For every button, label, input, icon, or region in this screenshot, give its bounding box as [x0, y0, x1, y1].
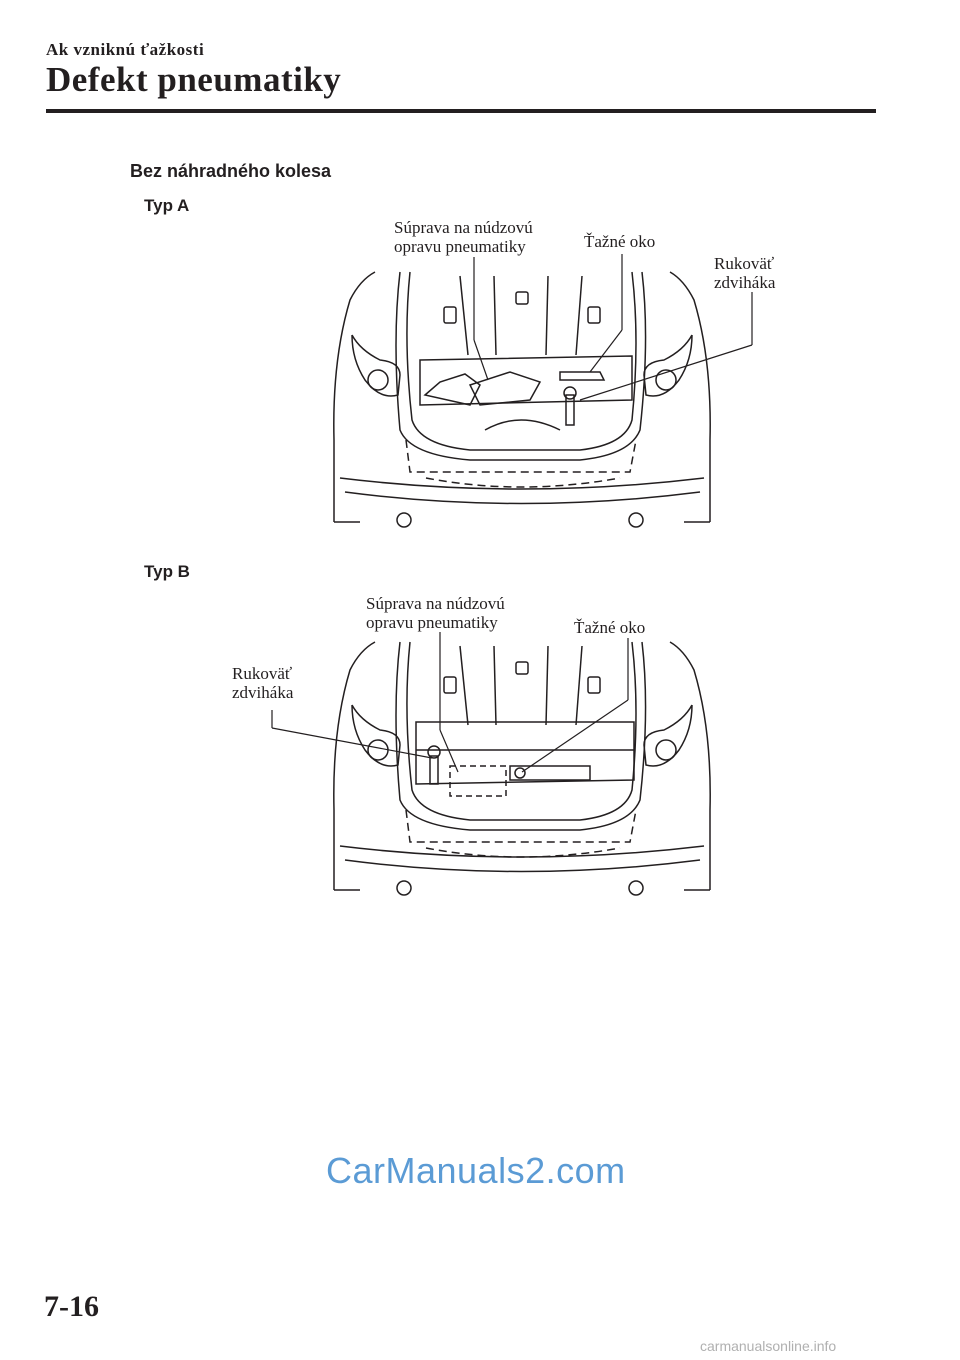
type-a-jack-line2: zdviháka	[714, 273, 776, 292]
page-number: 7-16	[44, 1290, 99, 1323]
watermark: CarManuals2.com	[326, 1150, 626, 1191]
type-b-label: Typ B	[144, 562, 190, 581]
type-a-car-drawing	[334, 272, 710, 527]
type-a-figure	[0, 0, 960, 560]
type-a-kit-line1: Súprava na núdzovú	[394, 218, 533, 237]
type-b-figure	[0, 560, 960, 920]
type-a-label: Typ A	[144, 196, 190, 215]
type-b-kit-line1: Súprava na núdzovú	[366, 594, 505, 613]
type-a-jack-line1: Rukoväť	[714, 254, 775, 273]
type-a-kit-line2: opravu pneumatiky	[394, 237, 526, 256]
type-b-leader-lines	[272, 632, 628, 772]
footer-site-link[interactable]: carmanualsonline.info	[700, 1338, 837, 1354]
type-b-jack-line2: zdviháka	[232, 683, 294, 702]
type-b-kit-line2: opravu pneumatiky	[366, 613, 498, 632]
type-b-jack-line1: Rukoväť	[232, 664, 293, 683]
subheading: Bez náhradného kolesa	[130, 161, 332, 181]
type-a-tow-eye-callout: Ťažné oko	[584, 232, 656, 251]
type-b-tow-eye-callout: Ťažné oko	[574, 618, 646, 637]
page-title: Defekt pneumatiky	[46, 60, 342, 99]
section-label: Ak vzniknú ťažkosti	[46, 40, 205, 59]
type-b-car-drawing	[334, 642, 710, 895]
type-a-leader-lines	[474, 254, 752, 400]
